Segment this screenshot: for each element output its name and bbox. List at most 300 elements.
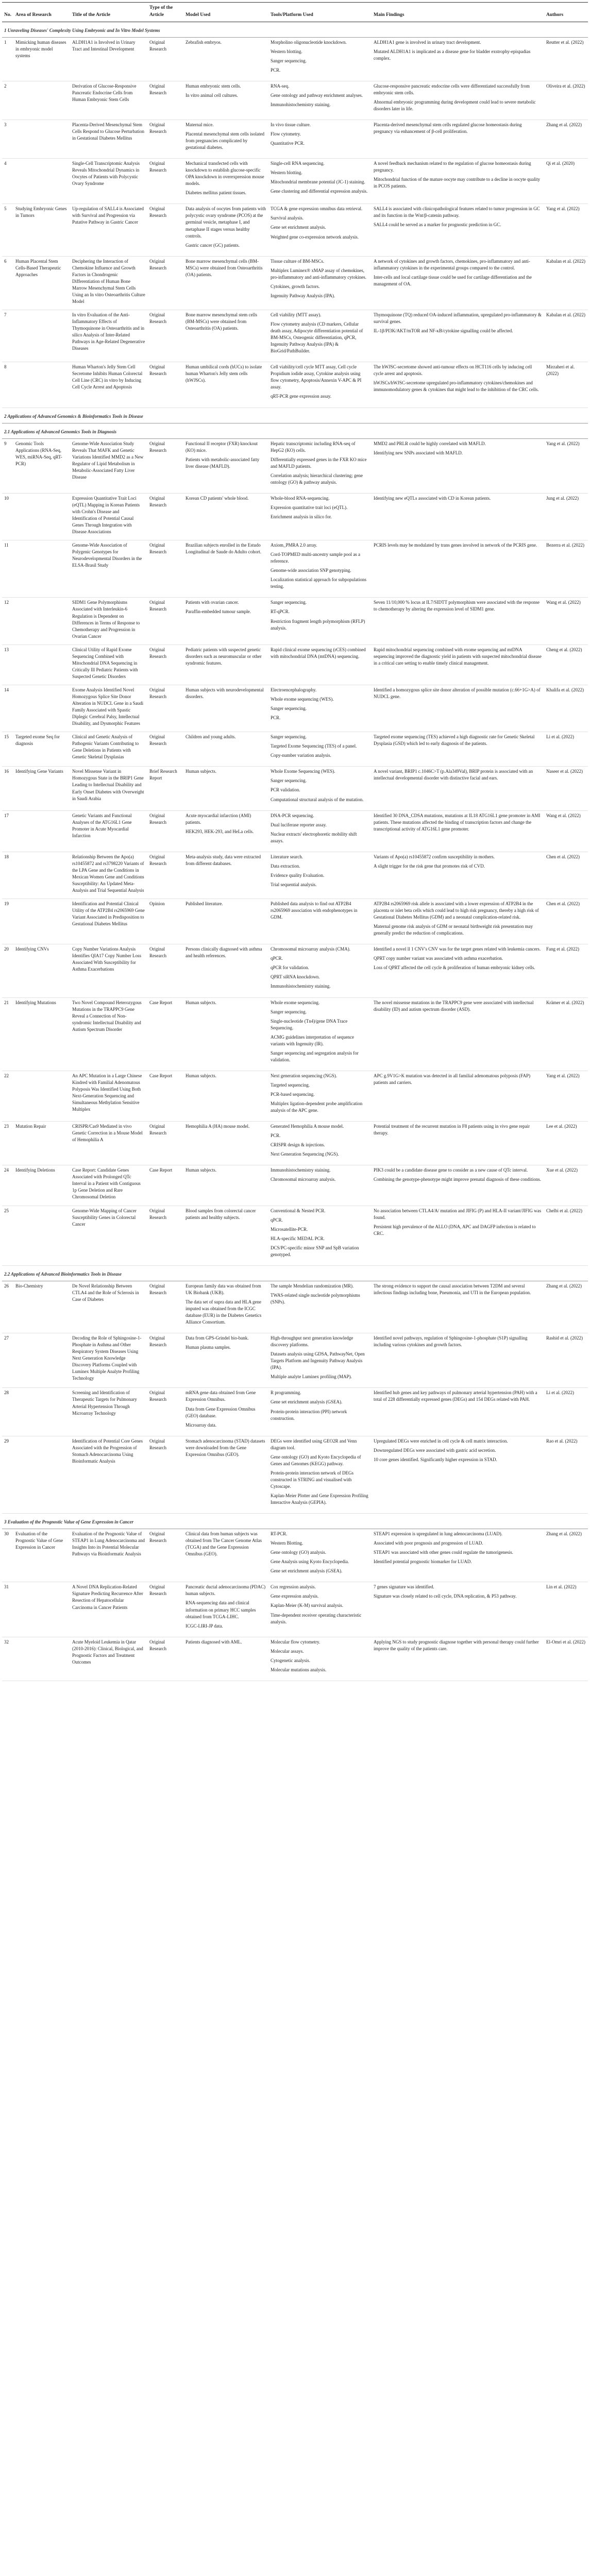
cell-title: Identification and Potential Clinical Utility of the ATP2B4 rs2065969 Gene Variant Associated in Predisposition to Gestational Diabetes Mellitus: [70, 899, 147, 944]
cell-findings: [372, 899, 544, 944]
cell-line: The data set of supra data and HLA gene imputed was obtained from the ICGC database (EUR) in the Diabetes Genetics Alliance Consortium.: [186, 1299, 262, 1325]
cell-no: 8: [2, 362, 13, 408]
cell-no: 30: [2, 1529, 13, 1582]
cell-authors: Wang et al. (2022): [544, 598, 588, 645]
header-title: Title of the Article: [70, 3, 147, 22]
cell-line: High-throughput next generation knowledge discovery platforms.: [271, 1335, 353, 1348]
section-title: 3 Evaluation of the Prognostic Value of Gene Expression in Cancer: [2, 1514, 588, 1529]
cell-line: Children and young adults.: [186, 734, 236, 740]
section-row: [2, 408, 588, 423]
table-row: [2, 1122, 588, 1165]
cell-line: Copy-number variation analysis.: [271, 753, 331, 758]
cell-area: [13, 81, 70, 120]
cell-no: 29: [2, 1436, 13, 1513]
cell-type: Original Research: [147, 204, 183, 256]
cell-type: Original Research: [147, 685, 183, 732]
cell-authors: Qi et al. (2020): [544, 159, 588, 204]
cell-line: Patients with metabolic-associated fatty liver disease (MAFLD).: [186, 456, 260, 469]
cell-tools: [268, 645, 372, 685]
cell-line: Gene ontology (GO) and Kyoto Encyclopedia of Genes and Genomes (KEGG) pathway.: [271, 1454, 361, 1466]
cell-no: 26: [2, 1281, 13, 1333]
cell-line: Axiom_PMRA 2.0 array.: [271, 543, 317, 548]
cell-line: HLA-specific MEDAL PCR.: [271, 1235, 325, 1241]
table-header: [2, 3, 588, 22]
cell-line: PCR.: [271, 1133, 281, 1139]
cell-line: Chromosomal microarray analysis.: [271, 1177, 336, 1182]
cell-line: Nuclear extracts' electrophoretic mobility shift assays.: [271, 831, 357, 843]
cell-authors: Yang et al. (2022): [544, 204, 588, 256]
table-body: [2, 22, 588, 1681]
cell-line: QPRT copy number variant was associated with asthma exacerbation.: [374, 956, 503, 961]
cell-authors: Kabalan et al. (2022): [544, 256, 588, 310]
cell-line: Cell viability/cell cycle MTT assay, Cell cycle Propidium iodide assay, Cytokine analysis using flow cytometry, Apoptosis/Annexin V-APC & PI assay.: [271, 364, 362, 390]
cell-title: Screening and Identification of Therapeutic Targets for Pulmonary Arterial Hypertension Through Microarray Technology: [70, 1388, 147, 1436]
cell-area: [13, 1333, 70, 1388]
cell-type: Original Research: [147, 362, 183, 408]
cell-line: 10 core genes identified. Significantly higher expression in STAD.: [374, 1456, 497, 1462]
table-row: [2, 1582, 588, 1637]
cell-tools: [268, 732, 372, 767]
cell-line: Inter-cells and local cartilage tissue could be used for cartilage differentiation and the management of OA.: [374, 274, 532, 286]
table-row: [2, 899, 588, 944]
cell-line: Time-dependent receiver operating characteristic analysis.: [271, 1612, 362, 1624]
cell-model: [183, 767, 268, 810]
cell-line: Survival analysis.: [271, 215, 304, 221]
cell-findings: [372, 1529, 544, 1582]
cell-line: PCRIS levels may be modulated by trans genes involved in network of the PCRIS gene.: [374, 543, 537, 548]
cell-model: [183, 362, 268, 408]
cell-line: Targeted sequencing.: [271, 1082, 310, 1088]
cell-title: Up-regulation of SALL4 is Associated with Survival and Progression via Putative Pathway in Gastric Cancer: [70, 204, 147, 256]
cell-line: Hemophilia A (HA) mouse model.: [186, 1124, 250, 1129]
cell-line: Sanger sequencing.: [271, 706, 307, 711]
cell-authors: Chen et al. (2022): [544, 899, 588, 944]
cell-line: RT-qPCR.: [271, 609, 290, 615]
cell-findings: [372, 540, 544, 598]
cell-tools: [268, 1122, 372, 1165]
table-row: [2, 1637, 588, 1681]
cell-line: Mechanical transfected cells with knockdown to establish glucose-specific OPA knockdown in overexpression mouse models.: [186, 161, 264, 187]
cell-type: Original Research: [147, 159, 183, 204]
cell-tools: [268, 598, 372, 645]
table-row: [2, 1529, 588, 1582]
cell-line: Identified novel pathways, regulation of Sphingosine-1-phosphate (S1P) signalling including various cytokines and growth factors.: [374, 1335, 528, 1348]
cell-findings: [372, 310, 544, 362]
table-row: [2, 810, 588, 852]
cell-no: 20: [2, 944, 13, 997]
cell-line: Multiplex Luminex® xMAP assay of chemokines, pro-inflammatory and anti-inflammatory cytokines.: [271, 267, 366, 280]
cell-findings: [372, 1388, 544, 1436]
cell-area: Identifying Gene Variants: [13, 767, 70, 810]
cell-line: Cord-TOPMED multi-ancestry sample pool as a reference.: [271, 552, 361, 564]
cell-type: Original Research: [147, 598, 183, 645]
table-row: [2, 852, 588, 899]
cell-line: A network of cytokines and growth factors, chemokines, pro-inflammatory and anti-inflammatory cytokines in the experimental groups compared to the control.: [374, 258, 530, 270]
cell-line: Molecular assays.: [271, 1648, 304, 1654]
cell-line: Immunohistochemistry staining.: [271, 101, 331, 107]
cell-area: [13, 362, 70, 408]
cell-line: Variants of Apo(a) rs10455872 confirm susceptibility in mothers.: [374, 854, 495, 859]
cell-no: 28: [2, 1388, 13, 1436]
table-row: [2, 438, 588, 493]
cell-tools: [268, 1388, 372, 1436]
cell-line: Morpholino oligonucleotide knockdown.: [271, 39, 347, 45]
cell-line: Flow cytometry.: [271, 131, 301, 137]
table-row: [2, 159, 588, 204]
cell-findings: [372, 438, 544, 493]
cell-line: MMD2 and PRLR could be highly correlated with MAFLD.: [374, 440, 486, 446]
cell-type: Original Research: [147, 1637, 183, 1681]
cell-title: SIDM1 Gene Polymorphisms Associated with Interleukin-6 Regulation is Dependent on Differences in Terms of Response to Chemotherapy and Progression in Ovarian Cancer: [70, 598, 147, 645]
cell-type: Original Research: [147, 1582, 183, 1637]
cell-type: Case Report: [147, 997, 183, 1071]
cell-line: PCR validation.: [271, 787, 300, 793]
cell-line: Patients with ovarian cancer.: [186, 600, 239, 605]
cell-line: STEAP1 was associated with other genes could regulate the tumorigenesis.: [374, 1550, 513, 1555]
cell-model: [183, 1388, 268, 1436]
cell-line: Signature was closely related to cell cycle, DNA replication, & P53 pathway.: [374, 1594, 517, 1599]
cell-line: Western blotting.: [271, 170, 302, 176]
cell-authors: Chen et al. (2022): [544, 852, 588, 899]
cell-line: R programming.: [271, 1390, 301, 1396]
cell-tools: [268, 767, 372, 810]
table-row: [2, 540, 588, 598]
cell-line: Targeted Exome Sequencing (TES) of a panel.: [271, 743, 357, 749]
cell-findings: [372, 997, 544, 1071]
cell-line: Zebrafish embryos.: [186, 39, 222, 45]
cell-line: Western blotting.: [271, 48, 302, 54]
cell-line: Trial sequential analysis.: [271, 882, 317, 887]
cell-tools: [268, 81, 372, 120]
cell-area: Human Placental Stem Cells-Based Therapeutic Approaches: [13, 256, 70, 310]
cell-title: Genetic Variants and Functional Analyses of the ATG16L1 Gene Promoter in Acute Myocardial Infarction: [70, 810, 147, 852]
cell-area: Targeted exome Seq for diagnosis: [13, 732, 70, 767]
cell-area: Identifying Mutations: [13, 997, 70, 1071]
cell-line: Persons clinically diagnosed with asthma and health references.: [186, 946, 262, 959]
cell-type: Original Research: [147, 852, 183, 899]
cell-area: [13, 1637, 70, 1681]
cell-model: [183, 997, 268, 1071]
cell-line: A slight trigger for the risk gene that promotes risk of CVD.: [374, 863, 485, 869]
cell-line: Single-cell RNA sequencing.: [271, 161, 325, 166]
cell-line: Tissue culture of BM-MSCs.: [271, 258, 325, 264]
cell-model: [183, 1206, 268, 1265]
cell-type: Original Research: [147, 1388, 183, 1436]
cell-authors: Yang et al. (2022): [544, 438, 588, 493]
cell-findings: [372, 1333, 544, 1388]
cell-authors: Rashid et al. (2022): [544, 1333, 588, 1388]
header-row: [2, 3, 588, 22]
cell-line: Literature search.: [271, 854, 303, 859]
cell-authors: Chelbi et al. (2022): [544, 1206, 588, 1265]
cell-area: [13, 540, 70, 598]
cell-findings: [372, 1071, 544, 1121]
cell-line: Blood samples from colorectal cancer patients and healthy subjects.: [186, 1208, 256, 1220]
table-row: [2, 1165, 588, 1206]
section-title: 2.1 Applications of Advanced Genomics Tools in Diagnosis: [2, 423, 588, 438]
table-row: [2, 37, 588, 81]
cell-findings: [372, 810, 544, 852]
cell-line: Targeted exome sequencing (TES) achieved a high diagnostic rate for Genetic Skeletal Dysplasia (GSD) which led to early diagnosis of the patients.: [374, 734, 535, 747]
cell-findings: [372, 598, 544, 645]
cell-authors: Krämer et al. (2022): [544, 997, 588, 1071]
cell-authors: Cheng et al. (2022): [544, 645, 588, 685]
header-type: Type of the Article: [147, 3, 183, 22]
section-row: [2, 22, 588, 37]
cell-area: [13, 810, 70, 852]
cell-title: Acute Myeloid Leukemia in Qatar (2010-2016): Clinical, Biological, and Prognostic Factors and Treatment Outcomes: [70, 1637, 147, 1681]
cell-authors: El-Omri et al. (2022): [544, 1637, 588, 1681]
cell-line: Weighted gene co-expression network analysis.: [271, 234, 359, 240]
cell-title: Exome Analysis Identified Novel Homozygous Splice Site Donor Alteration in NUDCL Gene in a Saudi Family Associated with Spastic Diplegic Cerebral Palsy, Intellectual Disability, and Dysmorphic Features: [70, 685, 147, 732]
cell-line: Differentially expressed genes in the FXR KO mice and MAFLD patients.: [271, 456, 367, 469]
cell-line: Flow cytometry analysis (CD markers, Cellular death assay, Adipocyte differentiation potential of BM-MSCs, Osteogenic differentiation, qPCR, Ingenuity Pathway Analysis (IPA) & BioGrid/PathBuilder.: [271, 321, 363, 354]
cell-line: Korean CD patients' whole blood.: [186, 495, 249, 501]
table-row: [2, 645, 588, 685]
cell-line: hWJSCs/hWJSC-secretome upregulated pro-inflammatory cytokines/chemokines and immunomodulatory genes & cytokines that might lead to the inhibition of the CRC cells.: [374, 380, 539, 393]
cell-type: Original Research: [147, 310, 183, 362]
cell-line: Cytogenetic analysis.: [271, 1657, 310, 1663]
cell-no: 9: [2, 438, 13, 493]
cell-type: Original Research: [147, 1529, 183, 1582]
cell-model: [183, 1333, 268, 1388]
cell-title: Deciphering the Interaction of Chemokine Influence and Growth Factors in Chondrogenic Differentiation of Human Bone Marrow Mesenchymal Stem Cells Using an In vitro Osteoarthritis Culture Model: [70, 256, 147, 310]
cell-type: Brief Research Report: [147, 767, 183, 810]
cell-type: Original Research: [147, 256, 183, 310]
cell-no: 18: [2, 852, 13, 899]
cell-no: 14: [2, 685, 13, 732]
cell-line: Data analysis of oocytes from patients with polycystic ovary syndrome (PCOS) at the germinal vesicle, metaphase I, and metaphase II stages versus healthy controls.: [186, 206, 266, 239]
cell-findings: [372, 1582, 544, 1637]
cell-model: [183, 204, 268, 256]
cell-line: RNA-seq.: [271, 83, 290, 89]
cell-model: [183, 310, 268, 362]
cell-type: Original Research: [147, 1281, 183, 1333]
cell-authors: Lin et al. (2022): [544, 1582, 588, 1637]
header-area: Area of Research: [13, 3, 70, 22]
cell-line: TCGA & gene expression omnibus data retrieval.: [271, 206, 363, 212]
cell-title: Expression Quantitative Trait Loci (eQTL) Mapping in Korean Patients with Crohn's Disease and Identification of Potential Causal Genes Through Integration with Disease Associations: [70, 493, 147, 540]
cell-line: RNA-sequencing data and clinical information on primary HCC samples obtained from TCGA-LIHC.: [186, 1600, 256, 1619]
cell-line: Identified 30 DNA_CDSA mutations, mutations at IL18 ATG16L1 gene promoter in AMI patients. These mutations affected the binding of transcription factors and change the transcriptional activity of ATG16L1 gene promoter.: [374, 812, 541, 832]
cell-line: HEK293, HEK-293, and HeLa cells.: [186, 828, 254, 834]
cell-line: Sanger sequencing.: [271, 1009, 307, 1014]
cell-line: Microsatellite-PCR.: [271, 1226, 308, 1232]
cell-model: [183, 685, 268, 732]
table-row: [2, 1206, 588, 1265]
cell-no: 12: [2, 598, 13, 645]
cell-line: Potential treatment of the recurrent mutation in F8 patients using in vivo gene repair therapy.: [374, 1124, 530, 1136]
cell-line: Cell viability (MTT assay).: [271, 312, 322, 317]
cell-no: 5: [2, 204, 13, 256]
cell-line: Correlation analysis; hierarchical clustering; gene ontology (GO) & pathway analysis.: [271, 472, 363, 485]
cell-line: CRISPR design & injections.: [271, 1142, 325, 1148]
cell-model: [183, 1582, 268, 1637]
cell-model: [183, 944, 268, 997]
cell-tools: [268, 1071, 372, 1121]
cell-line: Mitochondrial membrane potential (JC-1) staining.: [271, 179, 365, 185]
table-row: [2, 944, 588, 997]
cell-line: Localization statistical approach for subpopulations testing.: [271, 577, 366, 589]
cell-line: Gene clustering and differential expression analysis.: [271, 189, 368, 194]
cell-title: Relationship Between the Apo(a) rs10455872 and rs3798220 Variants of the LPA Gene and the Conditions in Mexican Women Gene and Conditions Susceptibility: An Updated Meta-Analysis and Trial Sequential Analysis: [70, 852, 147, 899]
cell-line: Sanger sequencing.: [271, 778, 307, 784]
cell-line: Rapid mitochondrial sequencing combined with exome sequencing and mtDNA sequencing improved the diagnostic yield in patients with suspected mitochondrial disease in a critical care setting to enable timely clinical management.: [374, 647, 542, 666]
cell-line: A novel feedback mechanism related to the regulation of glucose homeostasis during pregnancy.: [374, 161, 531, 173]
cell-findings: [372, 81, 544, 120]
table-row: [2, 1436, 588, 1513]
cell-line: Placental mesenchymal stem cells isolated from pregnancies complicated by gestational diabetes.: [186, 131, 264, 150]
cell-area: [13, 1388, 70, 1436]
cell-line: Sanger sequencing.: [271, 734, 307, 740]
cell-no: 13: [2, 645, 13, 685]
cell-authors: Li et al. (2022): [544, 1388, 588, 1436]
cell-line: Human subjects with neurodevelopmental disorders.: [186, 687, 264, 699]
cell-type: Opinion: [147, 899, 183, 944]
table-row: [2, 310, 588, 362]
cell-area: Studying Embryonic Genes in Tumors: [13, 204, 70, 256]
table-row: [2, 1333, 588, 1388]
cell-line: Multiplex ligation-dependent probe amplification analysis of the APC gene.: [271, 1101, 363, 1113]
cell-line: Quantitative PCR.: [271, 141, 305, 146]
cell-type: Case Report: [147, 1071, 183, 1121]
cell-line: Placenta-derived mesenchymal stem cells regulated glucose homeostasis during pregnancy via enhancement of β-cell proliferation.: [374, 122, 522, 134]
cell-model: [183, 1529, 268, 1582]
table-row: [2, 997, 588, 1071]
cell-line: Gastric cancer (GC) patients.: [186, 242, 240, 248]
cell-no: 22: [2, 1071, 13, 1121]
cell-authors: Fang et al. (2022): [544, 944, 588, 997]
table-row: [2, 81, 588, 120]
cell-no: 25: [2, 1206, 13, 1265]
cell-line: QPRT siRNA knockdown.: [271, 974, 320, 980]
cell-line: Hepatic transcriptomic including RNA-seq of HepG2 (KO) cells.: [271, 440, 356, 453]
table-row: [2, 204, 588, 256]
cell-line: Gene set enrichment analysis (GSEA).: [271, 1568, 343, 1574]
cell-line: Data from Gene Expression Omnibus (GEO) database.: [186, 1406, 256, 1418]
cell-line: ICGC-LIRI-JP data.: [186, 1623, 223, 1629]
cell-line: Data from GPS-Grindel bio-bank.: [186, 1335, 249, 1341]
cell-line: Applying NGS to study prognostic diagnose together with personal therapy could further improve the quality of the patients care.: [374, 1639, 539, 1651]
cell-findings: [372, 159, 544, 204]
cell-line: Computational structural analysis of the mutation.: [271, 796, 364, 802]
cell-authors: Lee et al. (2022): [544, 1122, 588, 1165]
cell-line: STEAP1 expression is upregulated in lung adenocarcinoma (LUAD).: [374, 1531, 502, 1537]
cell-line: No association between CTLA4/A/ mutation and JIFIG (P) and HLA-II variant/JIFIG was found.: [374, 1208, 542, 1220]
cell-model: [183, 1122, 268, 1165]
cell-tools: [268, 685, 372, 732]
cell-line: qPCR.: [271, 956, 283, 961]
cell-authors: Rao et al. (2022): [544, 1436, 588, 1513]
table-row: [2, 256, 588, 310]
cell-line: IL-1β/PI3K/AKT/mTOR and NF-κB/cytokine signalling could be affected.: [374, 328, 513, 334]
cell-line: Whole Exome Sequencing (WES).: [271, 769, 335, 774]
cell-tools: [268, 438, 372, 493]
cell-line: Data extraction.: [271, 863, 300, 869]
cell-line: Loss of QPRT affected the cell cycle & proliferation of human embryonic kidney cells.: [374, 965, 535, 971]
cell-tools: [268, 37, 372, 81]
cell-title: Clinical Utility of Rapid Exome Sequencing Combined with Mitochondrial DNA Sequencing in Critically Ill Pediatric Patients with Suspected Genetic Disorders: [70, 645, 147, 685]
cell-line: Cytokines, growth factors.: [271, 283, 320, 289]
cell-line: ALDH1A1 gene is involved in urinary tract development.: [374, 39, 481, 45]
cell-authors: Bezerra et al. (2022): [544, 540, 588, 598]
cell-line: Human subjects.: [186, 1167, 216, 1173]
cell-area: [13, 159, 70, 204]
cell-tools: [268, 159, 372, 204]
cell-line: Abnormal embryonic programming during development could lead to severe metabolic disorders later in life.: [374, 99, 536, 111]
cell-authors: Zhang et al. (2022): [544, 1281, 588, 1333]
cell-line: TWAS-related single nucleotide polymorphisms (SNPs).: [271, 1292, 360, 1304]
cell-line: Persistent high prevalence of the ALLO (DNA, APC and DAGFP infection is related to CRC.: [374, 1224, 536, 1236]
cell-line: In vivo tissue culture.: [271, 122, 311, 127]
cell-line: Identifying new SNPs associated with MAFLD.: [374, 450, 463, 455]
cell-line: Whole exome sequencing (WES).: [271, 697, 334, 702]
header-findings: Main Findings: [372, 3, 544, 22]
table-row: [2, 685, 588, 732]
cell-model: [183, 645, 268, 685]
cell-no: 27: [2, 1333, 13, 1388]
cell-findings: [372, 1122, 544, 1165]
cell-no: 6: [2, 256, 13, 310]
cell-line: Sanger sequencing.: [271, 600, 307, 605]
cell-model: [183, 493, 268, 540]
cell-type: Original Research: [147, 81, 183, 120]
cell-line: Dual luciferase reporter assay.: [271, 822, 327, 827]
cell-tools: [268, 852, 372, 899]
cell-no: 17: [2, 810, 13, 852]
cell-authors: Yang et al. (2022): [544, 1071, 588, 1121]
cell-tools: [268, 1206, 372, 1265]
cell-findings: [372, 204, 544, 256]
cell-line: Whole exome sequencing.: [271, 999, 320, 1005]
cell-area: Genomic Tools Applications (RNA-Seq, WES, miRNA-Seq, qRT-PCR): [13, 438, 70, 493]
cell-model: [183, 810, 268, 852]
cell-line: Gene expression analysis.: [271, 1594, 319, 1599]
cell-line: Functional II receptor (FXR) knockout (KO) mice.: [186, 440, 258, 453]
cell-line: Rapid clinical exome sequencing (rCES) combined with mitochondrial DNA (mtDNA) sequencing.: [271, 647, 366, 659]
header-authors: Authors: [544, 3, 588, 22]
cell-findings: [372, 1206, 544, 1265]
cell-tools: [268, 1165, 372, 1206]
cell-line: Human plasma samples.: [186, 1345, 231, 1350]
cell-no: 23: [2, 1122, 13, 1165]
cell-line: DEGs were identified using GEO2R and Venn diagram tool.: [271, 1438, 357, 1450]
cell-authors: Mirzaheri et al. (2022): [544, 362, 588, 408]
cell-line: Ingenuity Pathway Analysis (IPA).: [271, 293, 335, 298]
table-row: [2, 362, 588, 408]
cell-tools: [268, 1436, 372, 1513]
section-row: [2, 423, 588, 438]
cell-line: Human subjects.: [186, 1073, 216, 1078]
cell-line: mRNA gene data obtained from Gene Expression Omnibus.: [186, 1390, 256, 1402]
cell-tools: [268, 362, 372, 408]
cell-no: 15: [2, 732, 13, 767]
cell-line: qRT-PCR gene expression assay.: [271, 394, 332, 399]
cell-tools: [268, 1333, 372, 1388]
cell-title: Decoding the Role of Sphingosine-1-Phosphate in Asthma and Other Respiratory System Diseases Using Next Generation Knowledge Discovery Platforms Coupled with Luminex Multiple Analyte Profiling Technology: [70, 1333, 147, 1388]
cell-line: APC g.9V1G>K mutation was detected in all familial adenomatous polyposis (FAP) patients and carriers.: [374, 1073, 531, 1085]
cell-type: Original Research: [147, 1206, 183, 1265]
cell-area: [13, 1582, 70, 1637]
section-row: [2, 1514, 588, 1529]
table-row: [2, 598, 588, 645]
cell-line: Identified potential prognostic biomarker for LUAD.: [374, 1559, 472, 1565]
cell-findings: [372, 37, 544, 81]
cell-findings: [372, 1436, 544, 1513]
cell-title: Human Wharton's Jelly Stem Cell Secretome Inhibits Human Colorectal Cell Line (CRC) in vitro by Inducing Cell Cycle Arrest and Apoptosis: [70, 362, 147, 408]
cell-line: Datasets analysis using GDSA, PathwayNet, Open Targets Platform and Ingenuity Pathway Analysis (IPA).: [271, 1351, 365, 1370]
cell-line: Protein-protein interaction network of DEGs constructed in STRING and visualised with Cytoscape.: [271, 1470, 353, 1489]
